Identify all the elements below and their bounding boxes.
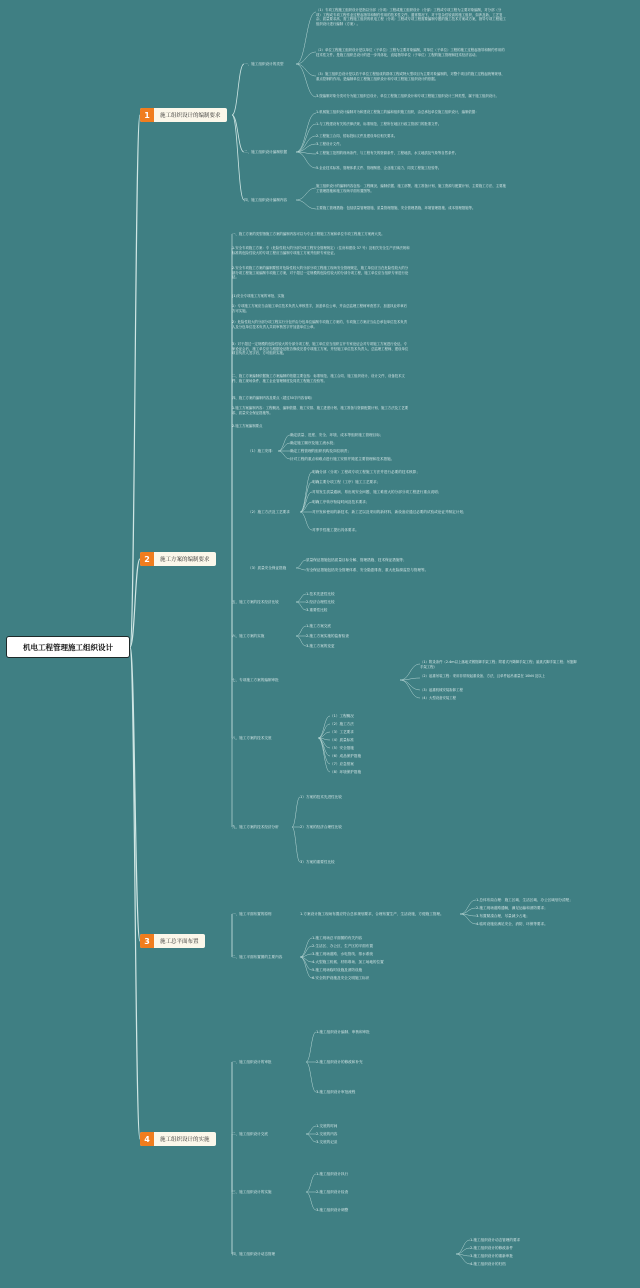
section-4-number: 4 (140, 1132, 154, 1146)
connector (300, 472, 312, 512)
s2-intro-5: 1）专项施工方案应当由施工单位技术负责人审核签字，加盖单位公章，并由总监理工程师审查签字、加盖执业印章后方可实施。 (232, 304, 408, 313)
s2-economic-2: 2）方案的经济合理性比较 (300, 825, 342, 829)
s3-content-4: 4.大型施工机械、材料堆场、加工场地的位置 (312, 960, 384, 964)
s2-intro-7: 3）对于超过一定规模的危险性较大的分部分项工程，施工单位应当组织召开专家论证会对专项施工方案进行论证。专家论证会后，施工单位应当根据论证报告修改完善专项施工方案，并经施工单位技术负责人、总监理工程师、建设单位项目负责人签字后，方可组织实施。 (232, 342, 409, 356)
s2-economic-3: 3）方案的重要性比较 (300, 860, 335, 864)
s1-basis-item-4: 3.工程设计文件。 (316, 142, 343, 146)
connector (296, 200, 316, 209)
s1-basis-item-1: 1.机械施工组织设计编制对为和建设工程施工的编和组织施工组织，由总承包单位施工组织设计，编制依据： (316, 110, 479, 114)
s2-disclosure-1: （1）工程概况 (330, 714, 354, 718)
s4-execution-1: 1.施工组织设计执行 (316, 1172, 349, 1176)
root-title: 机电工程管理施工组织设计 (23, 642, 113, 652)
connector (306, 1134, 316, 1142)
s4-disclosure[interactable]: 二、施工组织设计交底 (232, 1132, 268, 1136)
s2-implementation-1: 1.施工方案交底 (306, 624, 331, 628)
connector (296, 560, 306, 568)
connector (306, 1192, 316, 1210)
root-node[interactable] (6, 636, 130, 658)
s4-disclosure-1: 1.交底的时间 (316, 1124, 338, 1128)
s4-dynamic-3: 3.施工组织设计的重新审批 (470, 1254, 513, 1258)
s2-methods-3: 对易发生质量通病、易出现安全问题、施工难度大的分部分项工程进行重点说明； (312, 490, 442, 494)
s2-disclosure-2: （2）施工方法 (330, 722, 354, 726)
connector (400, 664, 420, 680)
s4-execution[interactable]: 三、施工组织设计的实施 (232, 1190, 272, 1194)
s2-quality-2: 安全保证措施包括安全管理体系、安全隐患排查、重大危险源监控与管理等。 (306, 568, 429, 572)
connector (296, 152, 316, 168)
s1-basis-item-6: 5.企业技术标准、管理体系文件、管理制度、企业施工能力、同类工程施工经验等。 (316, 166, 442, 170)
s3-layout-content[interactable]: 二、施工平面布置图的主要内容 (232, 955, 283, 959)
s4-approval-1: 1.施工组织设计编制、审核和审批 (316, 1030, 370, 1034)
section-2-node[interactable] (140, 552, 216, 566)
s1-types-item-1: （1）专项工程施工组织设计是指以分部（分项）工程或施工组织设计（分部）工程或专项工程为主要对象编制，对分部（分项）工程或专项工程作业过程起指导和制约作用的技术性文件。通常情况下，对于复杂性较高的施工组织，如涉及新、工艺复杂、质量要求高，需工程施工组织的机电工程（分项）工程或专项工程需要编制专题的施工技术方案或方案，指导专项工程施工组织设计进行编制（方案）。 (316, 8, 506, 26)
s2-intro-11: 2.施工方案编制要点 (232, 424, 263, 428)
s3-principle-2: 2.施工现场道路通畅，满足运输和消防要求； (476, 906, 548, 910)
s4-disclosure-2: 2.交底的内容 (316, 1132, 338, 1136)
connector (296, 12, 316, 64)
s2-arrangement-4: 针对工程的重点和难点进行施工安排并简述主要管理和技术措施。 (290, 457, 395, 461)
s2-intro-4: (1)安全专项施工方案的审批、实施 (232, 294, 285, 298)
s1-basis-item-3: 2.工程施工合同、招标投标文件及建设单位相关要求。 (316, 134, 398, 138)
s1-basis-item-2: 1.与工程建设有关的法律法规、标准规范、工程所在地区行政主管部门的批准文件。 (316, 122, 442, 126)
s3-principle-4: 4.临时设施应满足安全、消防、环保等要求。 (476, 922, 548, 926)
connector (292, 797, 300, 827)
s3-content-1: 1.施工现场总平面图的有关内容 (312, 936, 363, 940)
s2-special-2: （2）起重吊装工程：采用非常规起重设备、方法，且单件起吊重量在 10kN 及以上 (420, 674, 546, 678)
connector (232, 115, 244, 200)
s2-intro-3: 2.安全专项施工方案的编制要按对危险性较大的分部分项工程施工现场安全管理规定，施工单位应当在危险性较大的分部分项工程施工前编制专项施工方案，对于超过一定规模的危险性较大的分部分项工程，施工单位应当组织专家进行论证。 (232, 266, 409, 280)
s2-economic-1: 1）方案的技术先进性比较 (300, 795, 342, 799)
connector (400, 680, 420, 698)
s3-content-3: 3.施工现场道路、水电管线、排水系统 (312, 952, 373, 956)
s2-methods-4: 明确工序转序衔接时间及技术要求； (312, 500, 370, 504)
s1-branch-basis[interactable]: 二、施工组织设计编制依据 (244, 150, 288, 154)
connector (296, 64, 316, 76)
s3-content-5: 5.施工现场临时设施及消防设施 (312, 968, 363, 972)
s3-content-2: 2.生活区、办公区、生产区的平面布置 (312, 944, 373, 948)
section-1-label: 施工组织设计的编制要求 (160, 113, 221, 119)
section-2-label: 施工方案的编制要求 (160, 557, 210, 563)
s2-methods-6: 对季节性施工提出具体要求。 (312, 528, 359, 532)
s2-comparison-1: 1.技术先进性比较 (306, 592, 335, 596)
s3-content-6: 6.安全防护设施及安全文明施工标识 (312, 976, 370, 980)
section-4-label: 施工组织设计的实施 (160, 1137, 210, 1143)
s3-principle-3: 3.布置紧凑合理，尽量减少占地； (476, 914, 530, 918)
s2-implementation-3: 3.施工方案的变更 (306, 644, 335, 648)
s4-approval[interactable]: 一、施工组织设计的审批 (232, 1060, 272, 1064)
s2-arrangement-1: 确定质量、进度、安全、环境、成本等组织施工管理目标； (290, 433, 384, 437)
s1-branch-content[interactable]: 四、施工组织设计编制内容 (244, 198, 288, 202)
s1-types-item-4: 3.按编制对象分类可分为施工组织总设计、单位工程施工组织设计和专项工程施工组织设计三种类型，属于施工组织设计。 (316, 94, 499, 98)
connector (306, 1062, 316, 1092)
s2-arrangement[interactable]: （1）施工安排： (248, 449, 276, 453)
s4-approval-2: 2.施工组织设计的修改和补充 (316, 1060, 363, 1064)
s2-economic-analysis[interactable]: 九、施工方案的技术经济分析 (232, 825, 279, 829)
s2-disclosure-5: （5）安全措施 (330, 746, 354, 750)
s2-methods-2: 明确主要分项工程（工序）施工工艺要求； (312, 480, 381, 484)
s2-intro-6: 2）危险性较大的分部分项工程实行分包并由分包单位编制专项施工方案的，专项施工方案应当由总承包单位技术负责人及分包单位技术负责人共同审核签字并加盖单位公章。 (232, 320, 408, 329)
s2-disclosure-6: （6）成品保护措施 (330, 754, 362, 758)
connector (400, 678, 420, 680)
connector (460, 900, 476, 914)
connector (130, 647, 140, 1139)
section-3-label: 施工总平面布置 (160, 939, 199, 945)
s2-special-1: （1）附录条件（2.4m以上落地式钢管脚手架工程；附着式升降脚手架工程；悬挑式脚手架工程；吊篮脚手架工程） (420, 660, 577, 669)
connector (296, 188, 316, 200)
connector (130, 115, 140, 647)
connector (318, 738, 330, 756)
s2-intro-1: 一、施工方案的类型指施工方案的编制内容可以为专业工程施工方案和单位专项工程施工方案两大类。 (232, 232, 385, 236)
connector (232, 115, 244, 152)
s2-disclosure-4: （4）质量标准 (330, 738, 354, 742)
s2-comparison[interactable]: 五、施工方案的技术经济比较 (232, 600, 279, 604)
s4-disclosure-3: 3.交底的记录 (316, 1140, 338, 1144)
s2-comparison-2: 2.经济合理性比较 (306, 600, 335, 604)
s2-methods-5: 对开发和使用的新技术、新工艺以及采用的新材料、新设备应通过必要的试验或论证并制定计划； (312, 510, 467, 514)
s2-quality-safety[interactable]: （3）质量安全保证措施 (248, 566, 287, 570)
s4-execution-3: 3.施工组织设计调整 (316, 1208, 349, 1212)
connector (318, 738, 330, 764)
s2-intro-10: 1.施工方案编制内容：工程概况、编制依据、施工安排、施工进度计划、施工准备与资源配置计划、施工方法及工艺要求、质量安全保证措施等。 (232, 406, 409, 415)
s2-quality-1: 质量保证措施包括质量目标分解、管理措施、技术保证措施等； (306, 558, 407, 562)
connector (460, 914, 476, 924)
s3-principle-1: 1.总体布局合理：施工区域、生活区域、办公区域划分清楚； (476, 898, 573, 902)
s2-special-3: （3）起重机械安装拆卸工程 (420, 688, 463, 692)
s4-dynamic-1: 1.施工组织设计动态管理的要求 (470, 1238, 521, 1242)
connector (296, 602, 306, 610)
s2-special-approval[interactable]: 七、专项施工方案的编制审批 (232, 678, 279, 682)
section-4-node[interactable] (140, 1132, 216, 1146)
s1-branch-types[interactable]: 一、施工组织设计的类型 (244, 62, 284, 66)
connector (306, 1174, 316, 1192)
section-3-number: 3 (140, 934, 154, 948)
s2-disclosure[interactable]: 八、施工方案的技术交底 (232, 736, 272, 740)
s2-disclosure-8: （8）环境保护措施 (330, 770, 362, 774)
s2-disclosure-3: （3）工艺要求 (330, 730, 354, 734)
section-1-number: 1 (140, 108, 154, 122)
s1-basis-item-5: 4.工程施工范围的现场条件，与工程有关的资源条件，工程地质、水文地质及气象等自然条件。 (316, 151, 459, 155)
s4-dynamic-4: 4.施工组织设计的归档 (470, 1262, 506, 1266)
s1-types-item-3: （3）施工组织总设计是以若干单位工程组成的群体工程或特大型项目为主要对象编制的，对整个项目的施工过程起统筹规划、重点控制的作用。是编制单位工程施工组织设计和专项工程施工组织设计的依据。 (316, 72, 505, 81)
connector (296, 64, 316, 97)
connector (296, 594, 306, 602)
section-2-number: 2 (140, 552, 154, 566)
section-1-node[interactable] (140, 108, 227, 122)
s1-types-item-2: （2）单位工程施工组织设计是以单位（子单位）工程为主要对象编制，对单位（子单位）工程的施工过程起指导和制约作用的技术性文件。是施工组织总设计的进一步具体化，直接指导单位（子单位）工程的施工管理和技术经济活动。 (316, 48, 505, 57)
connector (278, 443, 290, 451)
connector (292, 827, 300, 862)
connector (300, 492, 312, 512)
s3-principle-text: 1.方案设计施工现场布置应符合总体规划要求，合理布置生产、生活设施，方便施工管理。 (300, 912, 444, 916)
s2-methods-1: 明确分部（分项）工程或专项工程施工方法并进行必要的技术核算； (312, 470, 420, 474)
section-3-node[interactable] (140, 934, 205, 948)
connector (232, 64, 244, 115)
s4-execution-2: 2.施工组织设计检查 (316, 1190, 349, 1194)
s1-content-item-2: 主要施工管理措施：包括质量管理措施、质量管理措施、安全管理措施、环境管理措施、成本管理措施等。 (316, 206, 476, 210)
connector (296, 568, 306, 570)
s2-disclosure-7: （7）应急预案 (330, 762, 354, 766)
s3-layout-principle[interactable]: 一、施工平面布置的原则 (232, 912, 272, 916)
s2-arrangement-3: 确定工程管理的组织机构及岗位职责； (290, 449, 352, 453)
connector (306, 1126, 316, 1134)
s2-intro-8: 二、施工方案编制依据施工方案编制的依据主要包括：标准规范、施工合同、施工组织设计、设计文件、设备技术文件、施工现场条件、施工企业管理制度及同类工程施工经验等。 (232, 374, 405, 383)
connector (456, 1254, 470, 1264)
connector (296, 626, 306, 636)
connector (296, 636, 306, 646)
connector (300, 482, 312, 512)
connector (278, 451, 290, 459)
connector (306, 1032, 316, 1062)
s1-content-item-1: 施工组织设计的编制内容包括：工程概况、编制依据、施工部署、施工准备计划、施工资源与配置计划、主要施工方法、主要施工管理措施和施工现场平面布置图等。 (316, 184, 506, 193)
connector (278, 435, 290, 451)
s2-arrangement-2: 确定施工顺序及施工流水段； (290, 441, 337, 445)
connector (296, 113, 316, 152)
s4-approval-3: 3.施工组织设计审批流程 (316, 1090, 356, 1094)
s2-intro-2: 1.安全专项施工方案：专（危险性较大的分部分项工程安全管理规定）（住房和建设 37 号）及相关安全生产法律法规和标准的危险性较大的专项工程应当编制专项施工方案并组织专家论证。 (232, 246, 410, 255)
connector (300, 957, 312, 978)
s4-dynamic[interactable]: 四、施工组织设计动态管理 (232, 1252, 276, 1256)
connector (456, 1240, 470, 1254)
connector (300, 512, 312, 530)
s2-implementation-2: 2.施工方案实施的监督检查 (306, 634, 349, 638)
s4-dynamic-2: 2.施工组织设计的修改条件 (470, 1246, 513, 1250)
s2-methods[interactable]: （2）施工方法及工艺要求 (248, 510, 290, 514)
s2-special-4: （4）大型设备安装工程 (420, 696, 457, 700)
s2-intro-9: 四、施工方案的编制内容及要点（超过50字内容省略） (232, 396, 315, 400)
s2-comparison-3: 3.重要性比较 (306, 608, 328, 612)
s2-implementation[interactable]: 六、施工方案的实施 (232, 634, 265, 638)
